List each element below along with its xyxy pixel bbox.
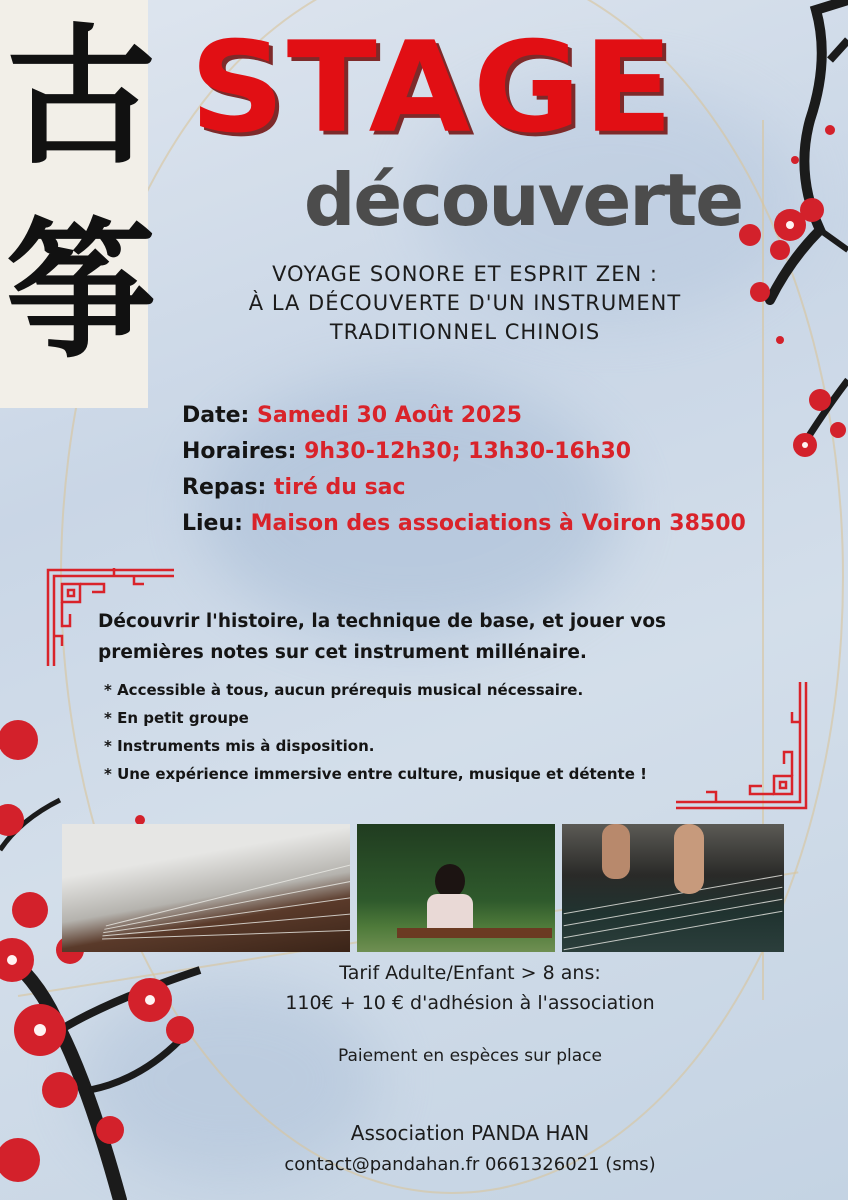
guzheng-photo xyxy=(62,824,350,952)
feature-list xyxy=(104,676,764,788)
subtitle xyxy=(180,260,750,347)
event-info xyxy=(182,398,822,542)
calligraphy-character-gu: 古 xyxy=(6,9,157,185)
info-value: 9h30-12h30; 13h30-16h30 xyxy=(304,439,632,464)
info-value: Maison des associations à Voiron 38500 xyxy=(250,511,746,536)
paiement: Paiement en espèces sur place xyxy=(338,1046,602,1066)
description-line: Découvrir l'histoire, la technique de base, et jouer vos xyxy=(98,611,667,632)
calligraphy-character-zheng: 筝 xyxy=(6,203,157,379)
info-lieu xyxy=(182,506,822,542)
list-item: * Instruments mis à disposition. xyxy=(104,737,375,755)
info-label: Lieu: xyxy=(182,511,243,536)
tarif xyxy=(240,958,700,1018)
title-stage: STAGE xyxy=(189,14,676,162)
list-item: * En petit groupe xyxy=(104,709,249,727)
description xyxy=(98,606,758,668)
info-repas xyxy=(182,470,822,506)
tarif-line: 110€ + 10 € d'adhésion à l'association xyxy=(285,992,655,1014)
list-item: * Accessible à tous, aucun prérequis musical nécessaire. xyxy=(104,681,584,699)
subtitle-line: TRADITIONNEL CHINOIS xyxy=(329,320,601,344)
association-name: Association PANDA HAN xyxy=(350,1121,590,1145)
subtitle-line: VOYAGE SONORE ET ESPRIT ZEN : xyxy=(272,262,658,286)
list-item: * Une expérience immersive entre culture, musique et détente ! xyxy=(104,765,647,783)
info-label: Horaires: xyxy=(182,439,297,464)
info-horaires xyxy=(182,434,822,470)
contact-info: contact@pandahan.fr 0661326021 (sms) xyxy=(284,1154,656,1175)
calligraphy-panel xyxy=(0,0,157,408)
info-label: Date: xyxy=(182,403,250,428)
title-decouverte: découverte xyxy=(303,158,743,242)
info-date xyxy=(182,398,822,434)
hands-photo xyxy=(562,824,784,952)
subtitle-line: À LA DÉCOUVERTE D'UN INSTRUMENT xyxy=(248,291,682,315)
info-label: Repas: xyxy=(182,475,267,500)
player-photo xyxy=(357,824,555,952)
info-value: tiré du sac xyxy=(274,475,406,500)
tarif-line: Tarif Adulte/Enfant > 8 ans: xyxy=(339,962,601,984)
info-value: Samedi 30 Août 2025 xyxy=(257,403,522,428)
description-line: premières notes sur cet instrument millénaire. xyxy=(98,642,587,663)
